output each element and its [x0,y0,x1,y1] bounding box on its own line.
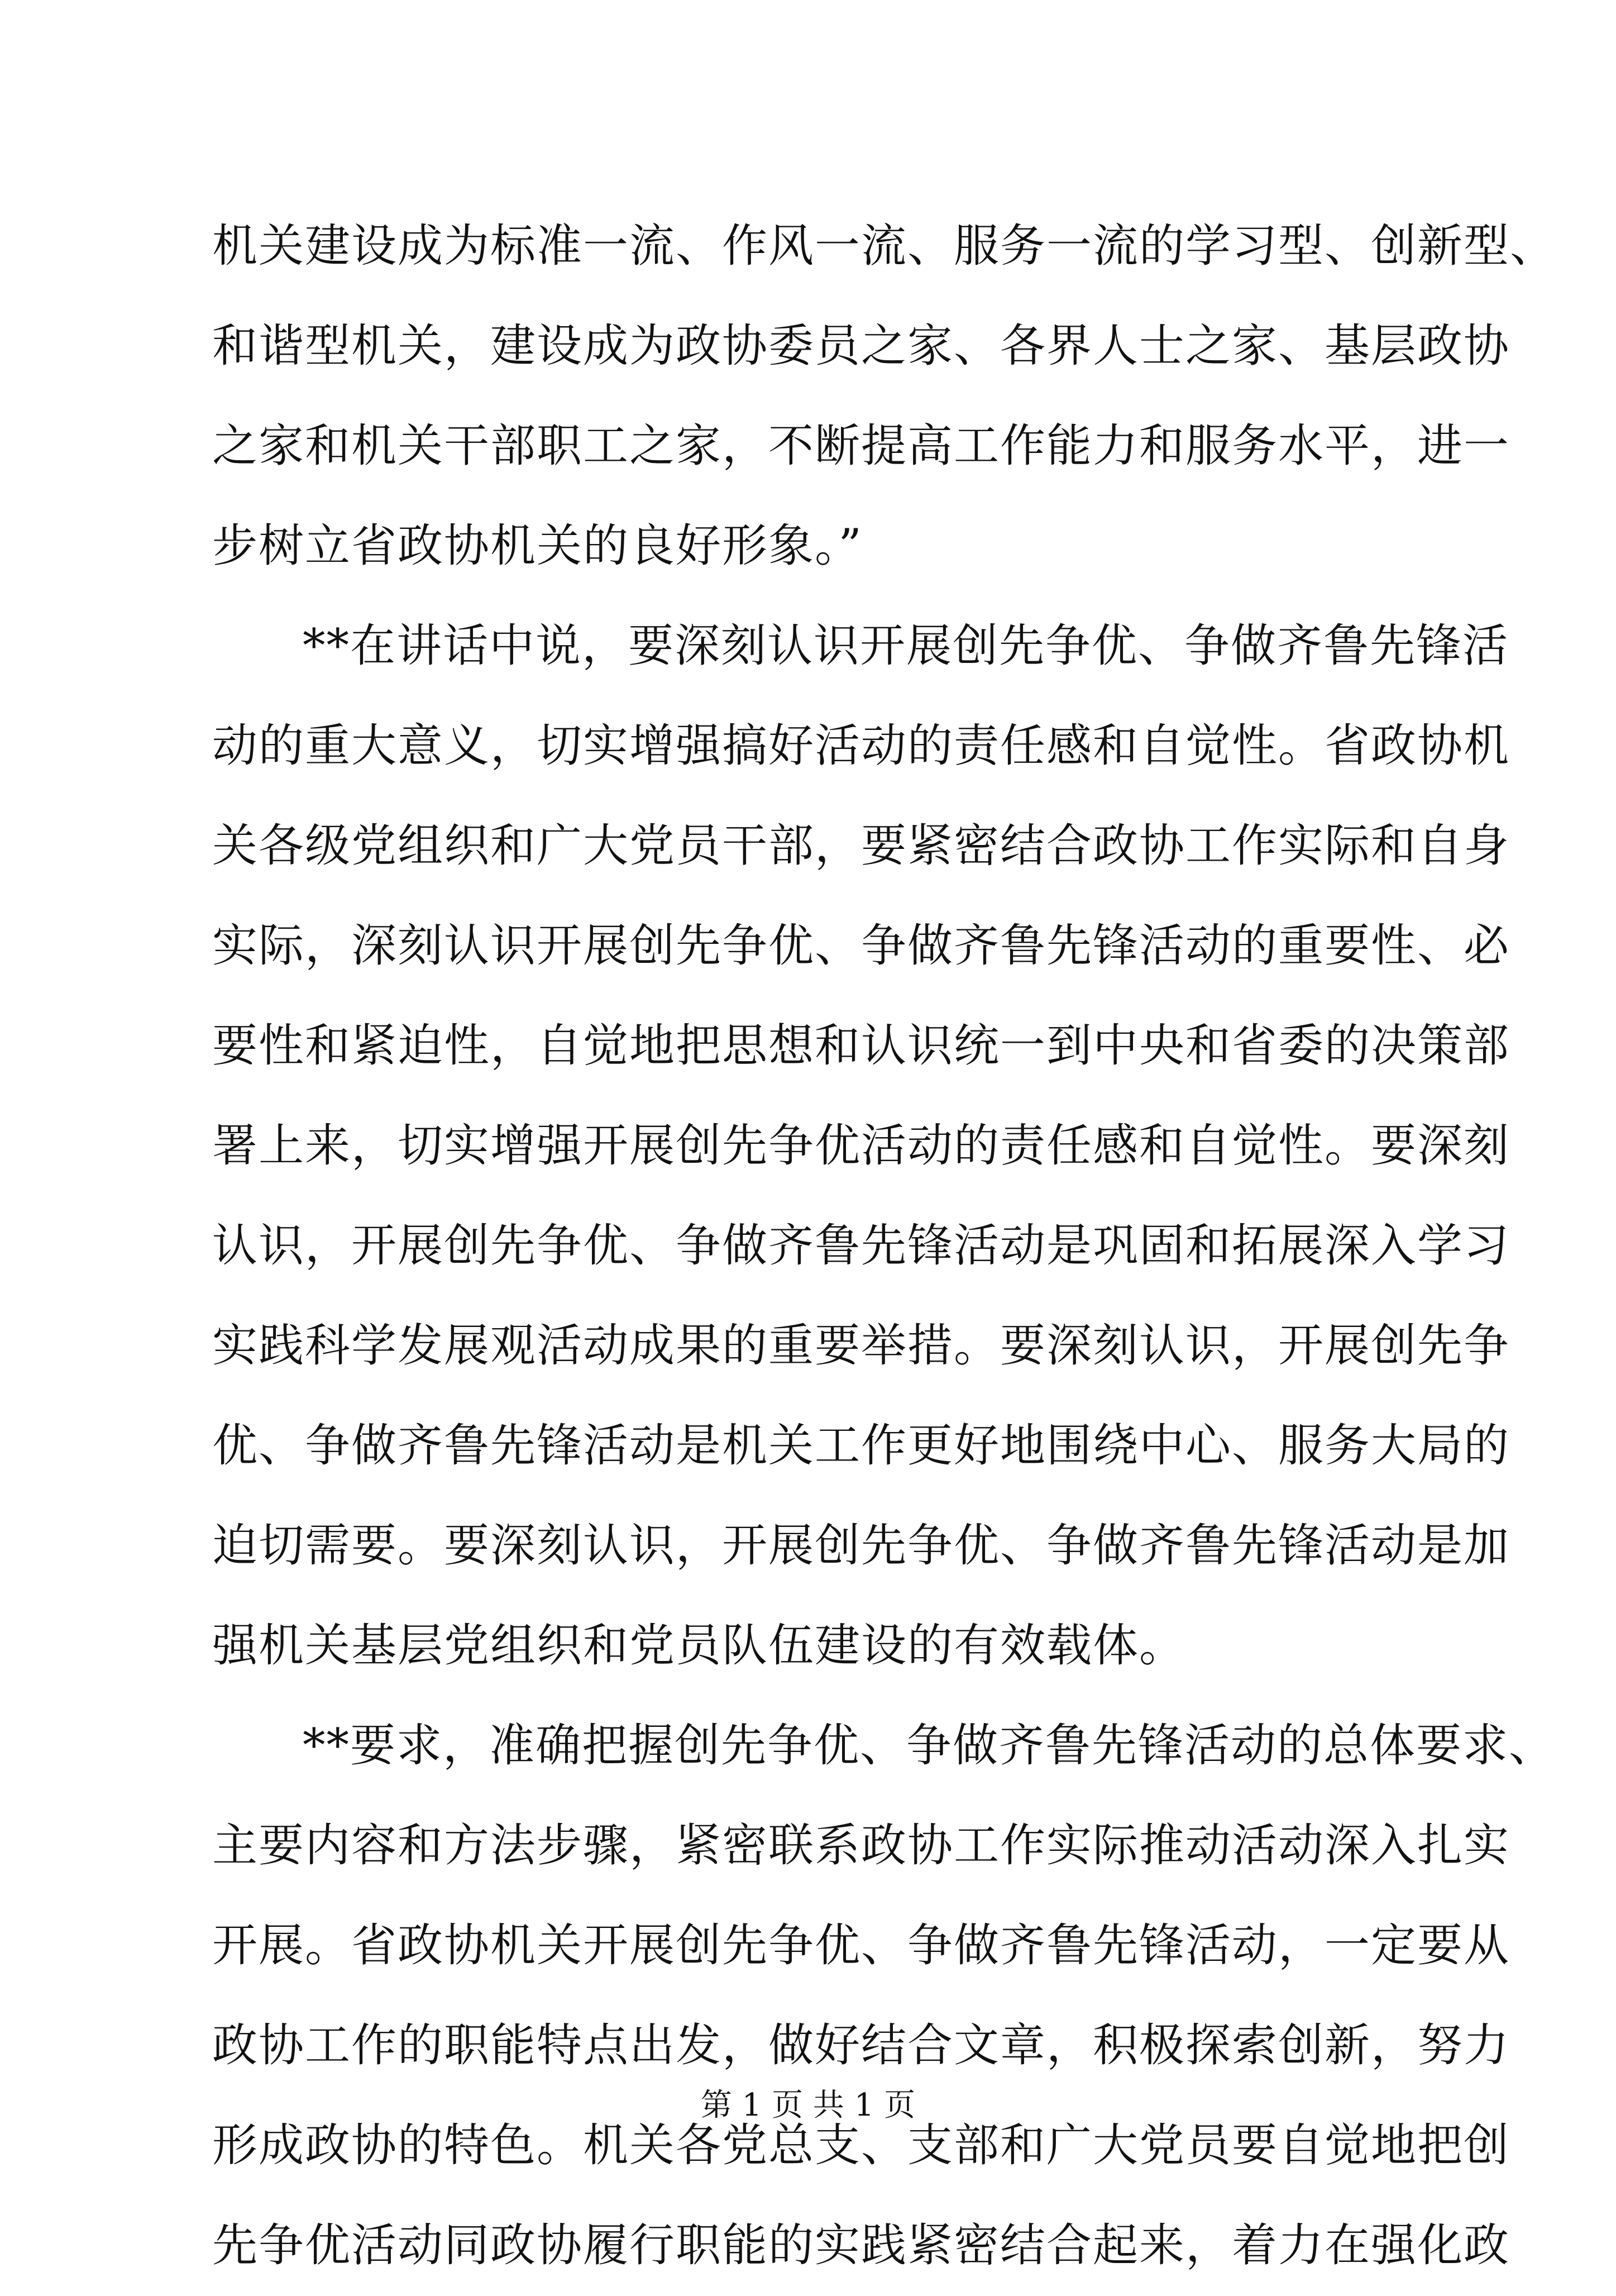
text-line: 优、争做齐鲁先锋活动是机关工作更好地围绕中心、服务大局的 [212,1420,1510,1472]
text-line: 政协工作的职能特点出发，做好结合文章，积极探索创新，努力 [212,2020,1510,2072]
text-line: 机关建设成为标准一流、作风一流、服务一流的学习型、创新型、 [212,220,1557,273]
text-line: **在讲话中说，要深刻认识开展创先争优、争做齐鲁先锋活 [303,620,1509,672]
text-line: 之家和机关干部职工之家，不断提高工作能力和服务水平，进一 [212,420,1510,472]
page-number-label: 第 1 页 共 1 页 [700,2087,916,2123]
text-line: 要性和紧迫性，自觉地把思想和认识统一到中央和省委的决策部 [212,1020,1510,1072]
text-line: 实践科学发展观活动成果的重要举措。要深刻认识，开展创先争 [212,1320,1510,1372]
text-line: 署上来，切实增强开展创先争优活动的责任感和自觉性。要深刻 [212,1120,1510,1172]
paragraph [212,1696,1556,2296]
text-line: 形成政协的特色。机关各党总支、支部和广大党员要自觉地把创 [212,2120,1510,2172]
page-footer [0,2083,1616,2128]
text-line: 关各级党组织和广大党员干部，要紧密结合政协工作实际和自身 [212,820,1510,872]
text-line: 主要内容和方法步骤，紧密联系政协工作实际推动活动深入扎实 [212,1820,1510,1872]
text-line: 实际，深刻认识开展创先争优、争做齐鲁先锋活动的重要性、必 [212,920,1510,972]
document-body [212,197,1557,2296]
text-line: 先争优活动同政协履行职能的实践紧密结合起来，着力在强化政 [212,2219,1510,2272]
paragraph [212,596,1510,1696]
text-line: 强机关基层党组织和党员队伍建设的有效载体。 [212,1620,1186,1672]
paragraph [212,197,1557,596]
text-line: 动的重大意义，切实增强搞好活动的责任感和自觉性。省政协机 [212,720,1510,772]
text-line: 认识，开展创先争优、争做齐鲁先锋活动是巩固和拓展深入学习 [212,1220,1510,1272]
text-line: 迫切需要。要深刻认识，开展创先争优、争做齐鲁先锋活动是加 [212,1520,1510,1572]
text-line: 和谐型机关，建设成为政协委员之家、各界人士之家、基层政协 [212,320,1510,373]
text-line: **要求，准确把握创先争优、争做齐鲁先锋活动的总体要求、 [303,1720,1556,1772]
text-line: 步树立省政协机关的良好形象。” [212,520,863,572]
text-line: 开展。省政协机关开展创先争优、争做齐鲁先锋活动，一定要从 [212,1920,1510,1972]
